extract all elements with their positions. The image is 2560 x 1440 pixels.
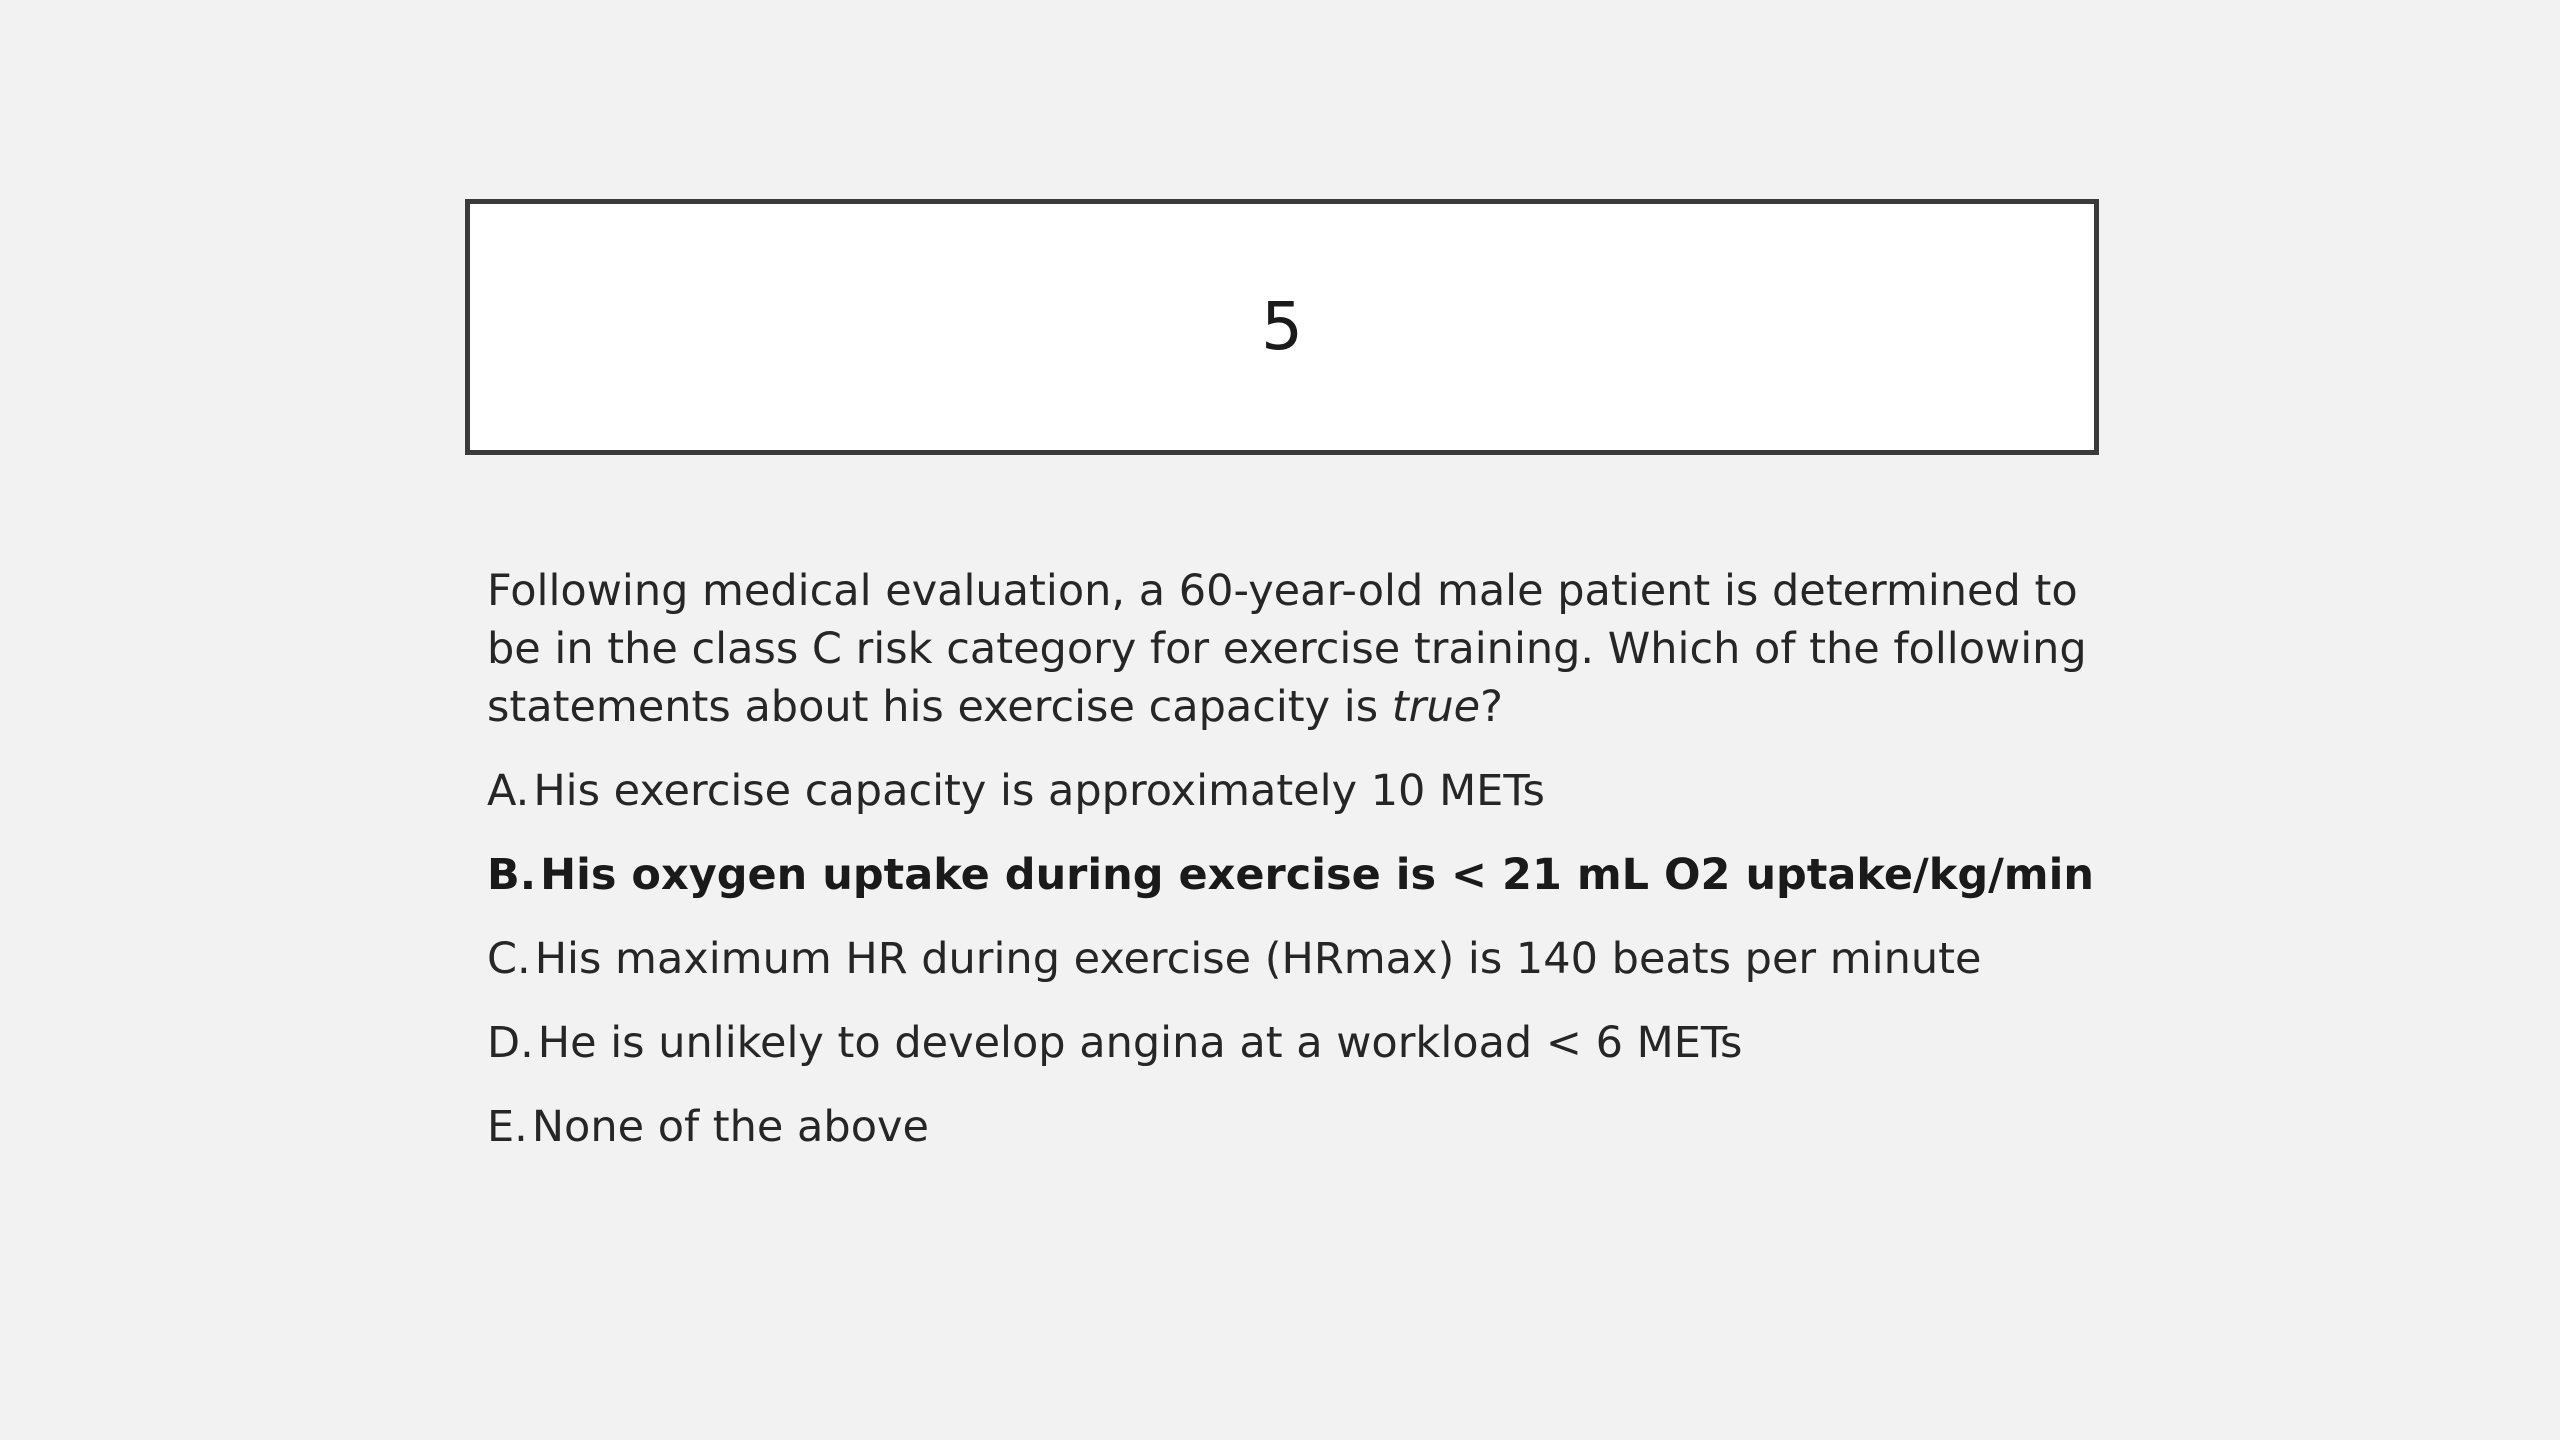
option-e xyxy=(487,1098,2087,1156)
option-letter: B. xyxy=(487,850,537,900)
slide-title: 5 xyxy=(1261,288,1303,365)
option-text: His maximum HR during exercise (HRmax) is 140 beats per minute xyxy=(534,934,1982,984)
slide-body xyxy=(487,562,2094,1182)
option-letter: E. xyxy=(487,1102,528,1152)
option-text: None of the above xyxy=(531,1102,929,1152)
question-emphasis: true xyxy=(1391,682,1481,732)
option-text: His oxygen uptake during exercise is < 21 mL O2 uptake/kg/min xyxy=(540,850,2094,900)
option-letter: C. xyxy=(487,934,531,984)
question-text-main: Following medical evaluation, a 60-year-old male patient is determined to be in the class C risk category for exercise training. Which of the following statements about his exercise capacity is xyxy=(487,566,2087,732)
question-text xyxy=(487,562,2087,736)
option-letter: D. xyxy=(487,1018,534,1068)
question-text-end: ? xyxy=(1480,682,1503,732)
option-a xyxy=(487,762,2087,820)
option-d xyxy=(487,1014,2087,1072)
option-letter: A. xyxy=(487,766,530,816)
option-text: He is unlikely to develop angina at a workload < 6 METs xyxy=(537,1018,1743,1068)
title-box xyxy=(465,199,2099,455)
option-b xyxy=(487,846,2094,904)
option-c xyxy=(487,930,2087,988)
option-text: His exercise capacity is approximately 10 METs xyxy=(533,766,1545,816)
